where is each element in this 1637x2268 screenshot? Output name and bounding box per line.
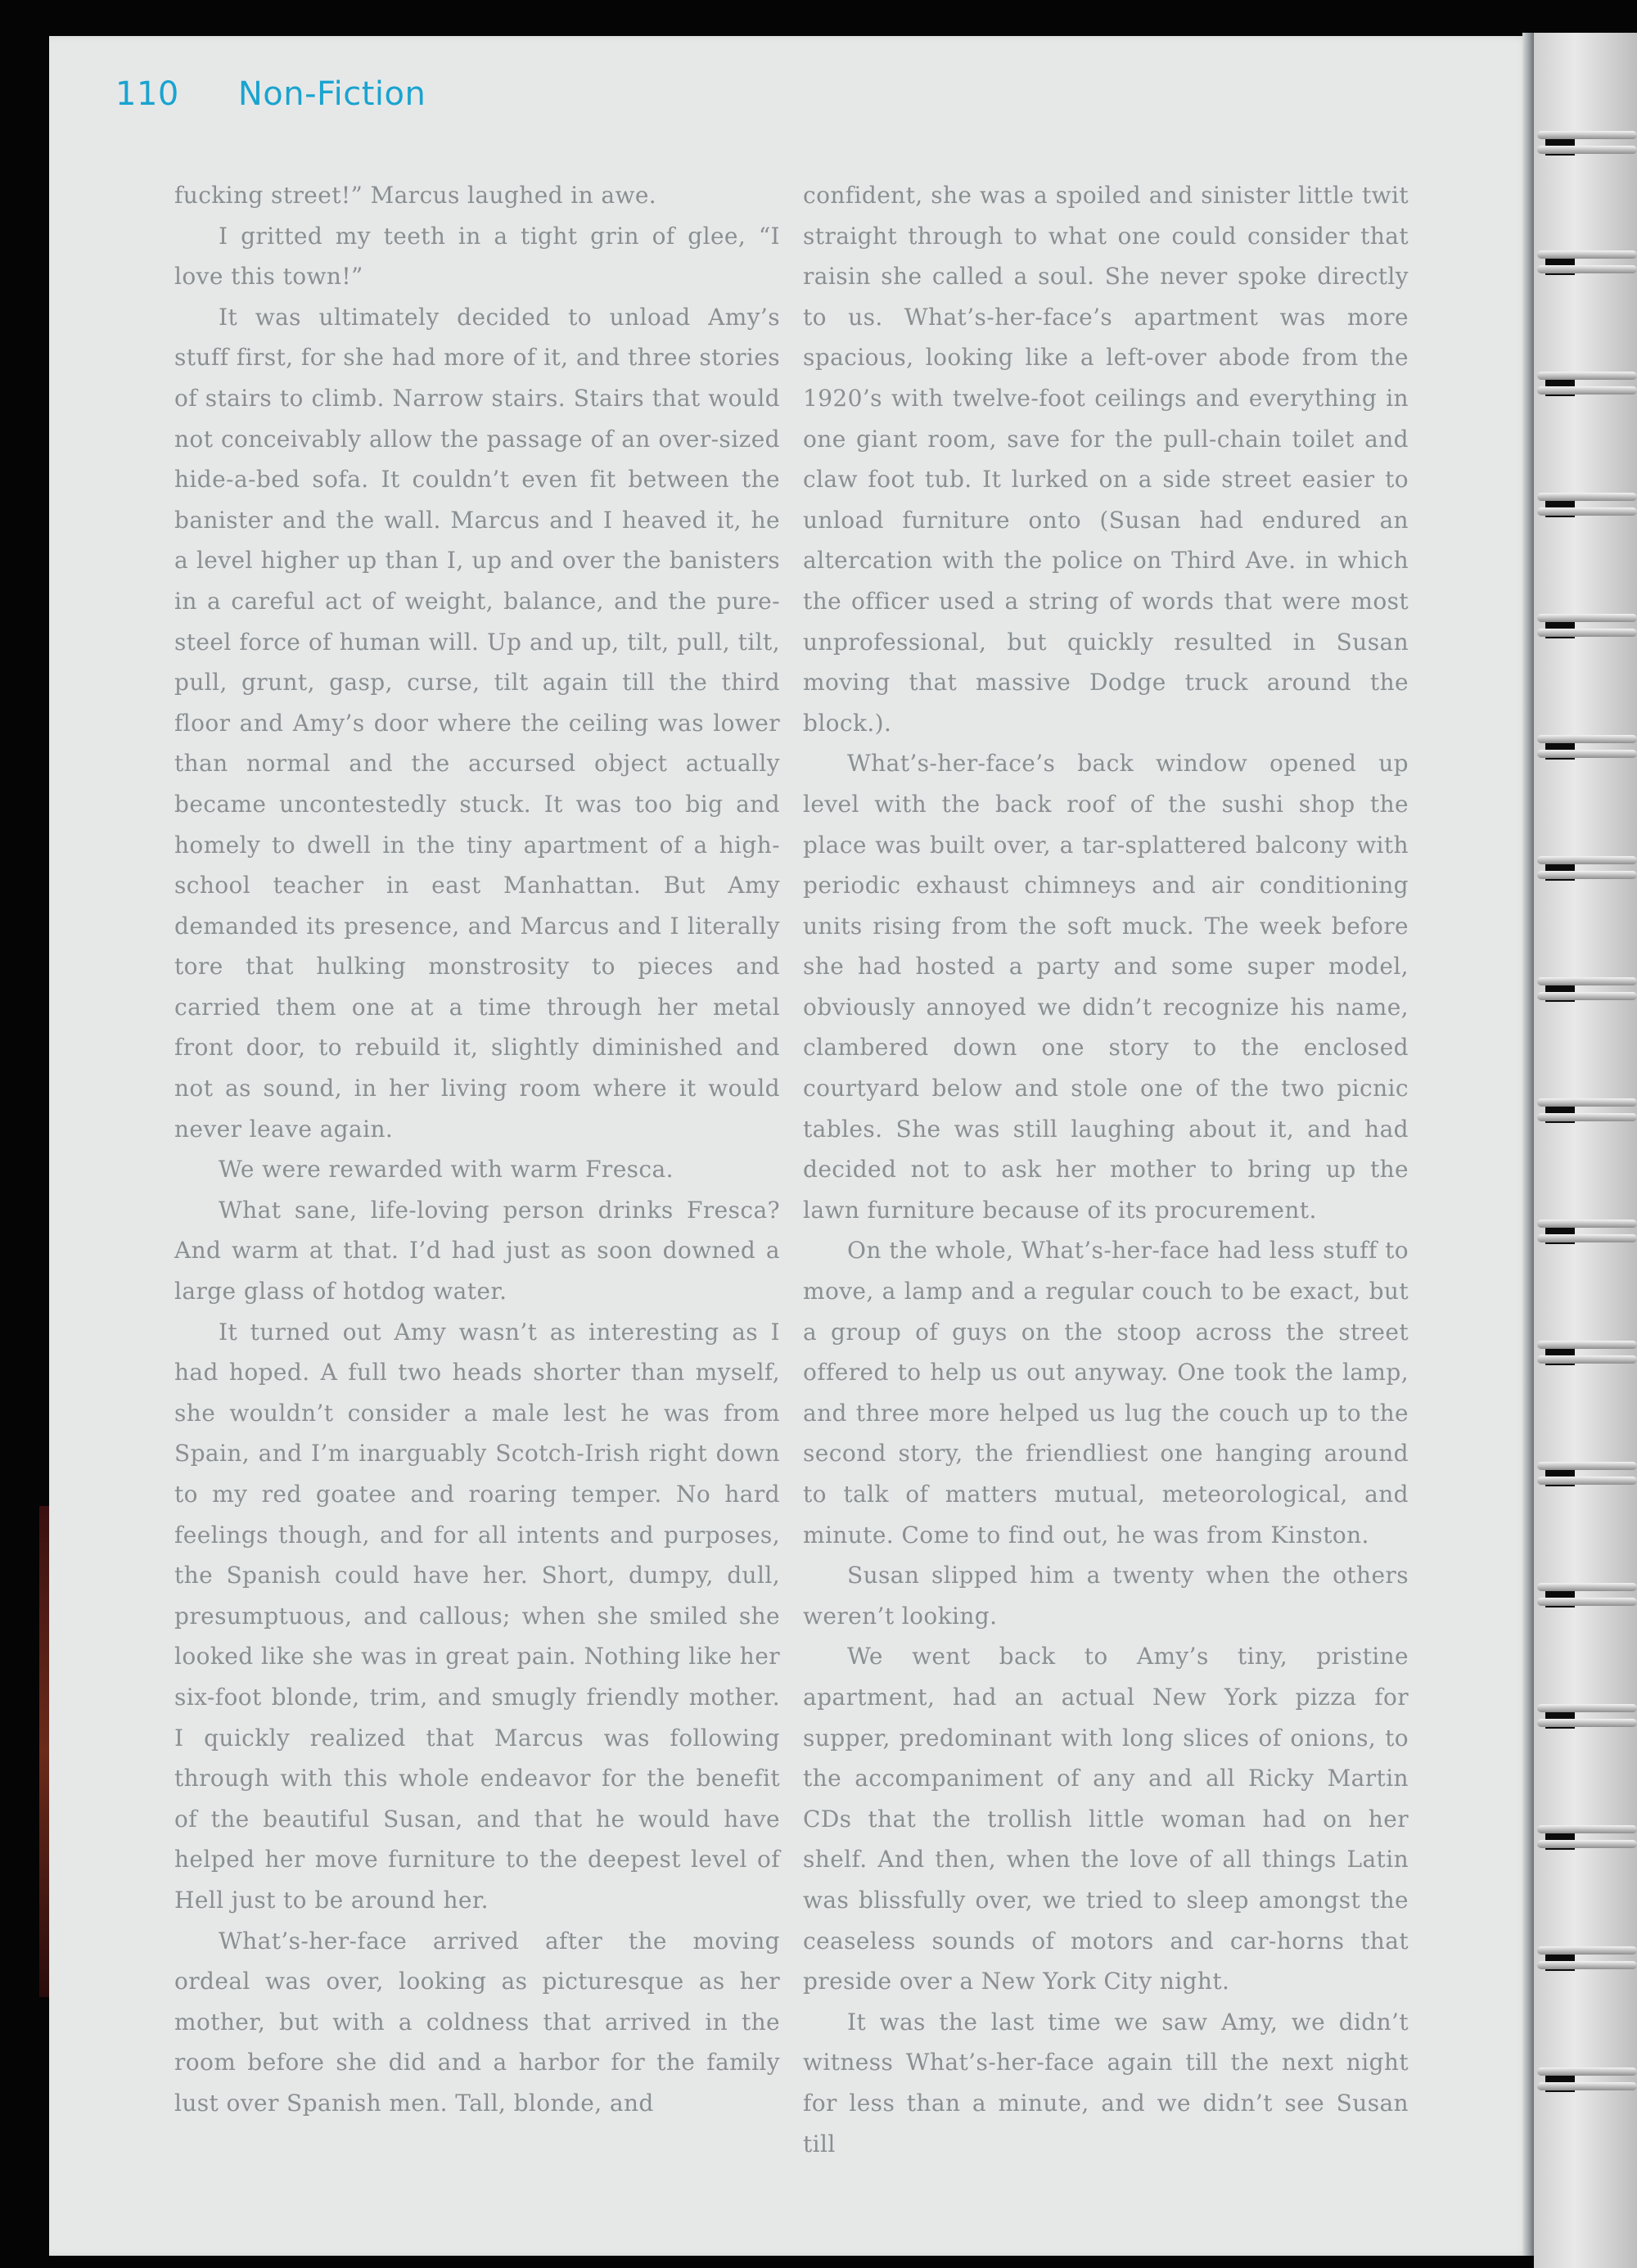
- paragraph: What’s-her-face’s back window opened up level with the back roof of the sushi shop the place was built over, a tar-splattered balcony with periodic exhaust chimneys and air conditioning units rising from the soft muck. The week before she had hosted a party and some super model, obviously annoyed we didn’t recognize his name, clambered down one story to the enclosed courtyard below and stole one of the two picnic tables. She was still laughing about it, and had decided not to ask her mother to bring up the lawn furniture because of its procurement.: [803, 750, 1409, 1224]
- right-text-column: [803, 175, 1409, 2164]
- adjacent-page-edge: [39, 1506, 49, 1997]
- paragraph: What’s-her-face arrived after the moving ordeal was over, looking as picturesque as her mother, but with a coldness that arrived in the room before she did and a harbor for the family lust over Spanish men. Tall, blonde, and: [174, 1927, 780, 2117]
- paragraph: On the whole, What’s-her-face had less stuff to move, a lamp and a regular couch to be exact, but a group of guys on the stoop across the street offered to help us out anyway. One took the lamp, and three more helped us lug the couch up to the second story, the friendliest one hanging around to talk of matters mutual, meteorological, and minute. Come to find out, he was from Kinston.: [803, 1237, 1409, 1549]
- binding-coil: [1534, 728, 1637, 764]
- paragraph: It was the last time we saw Amy, we didn’t witness What’s-her-face again till the next night for less than a minute, and we didn’t see Susan till: [803, 2008, 1409, 2158]
- paragraph: It was ultimately decided to unload Amy’s stuff first, for she had more of it, and three stories of stairs to climb. Narrow stairs. Stairs that would not conceivably allow the passage of an over-sized hide-a-bed sofa. It couldn’t even fit between the banister and the wall. Marcus and I heaved it, he a level higher up than I, up and over the banisters in a careful act of weight, balance, and the pure-steel force of human will. Up and up, tilt, pull, tilt, pull, grunt, gasp, curse, tilt again till the third floor and Amy’s door where the ceiling was lower than normal and the accursed object actually became uncontestedly stuck. It was too big and homely to dwell in the tiny apartment of a high-school teacher in east Manhattan. But Amy demanded its presence, and Marcus and I literally tore that hulking monstrosity to pieces and carried them one at a time through her metal front door, to rebuild it, slightly diminished and not as sound, in her living room where it would never leave again.: [174, 303, 780, 1143]
- paragraph: Susan slipped him a twenty when the others weren’t looking.: [803, 1562, 1409, 1630]
- paragraph: What sane, life-loving person drinks Fresca? And warm at that. I’d had just as soon downed a large glass of hotdog water.: [174, 1196, 780, 1305]
- binding-coil: [1534, 1940, 1637, 1976]
- paragraph: fucking street!” Marcus laughed in awe.: [174, 182, 657, 209]
- paragraph: confident, she was a spoiled and sinister little twit straight through to what one could consider that raisin she called a soul. She never spoke directly to us. What’s-her-face’s apartment was more spacious, looking like a left-over abode from the 1920’s with twelve-foot ceilings and everything in one giant room, save for the pull-chain toilet and claw foot tub. It lurked on a side street easier to unload furniture onto (Susan had endured an altercation with the police on Third Ave. in which the officer used a string of words that were most unprofessional, but quickly resulted in Susan moving that massive Dodge truck around the block.).: [803, 182, 1409, 737]
- paragraph: I gritted my teeth in a tight grin of glee, “I love this town!”: [174, 222, 780, 291]
- paragraph: It turned out Amy wasn’t as interesting as I had hoped. A full two heads shorter than myself, she wouldn’t consider a male lest he was from Spain, and I’m inarguably Scotch-Irish right down to my red goatee and roaring temper. No hard feelings though, and for all intents and purposes, the Spanish could have her. Short, dumpy, dull, presumptuous, and callous; when she smiled she looked like she was in great pain. Nothing like her six-foot blonde, trim, and smugly friendly mother. I quickly realized that Marcus was following through with this whole endeavor for the benefit of the beautiful Susan, and that he would have helped her move furniture to the deepest level of Hell just to be around her.: [174, 1318, 780, 1914]
- binding-coil: [1534, 850, 1637, 886]
- paragraph: We were rewarded with warm Fresca.: [219, 1156, 674, 1184]
- binding-coil: [1534, 1698, 1637, 1734]
- binding-coil: [1534, 124, 1637, 160]
- binding-coil: [1534, 486, 1637, 522]
- page-stack-edge: [1522, 33, 1534, 2256]
- binding-coil: [1534, 1576, 1637, 1612]
- binding-coil: [1534, 1213, 1637, 1249]
- spiral-binding: [1534, 33, 1637, 2268]
- binding-coil: [1534, 244, 1637, 280]
- section-title: Non-Fiction: [237, 75, 426, 113]
- page-number: 110: [115, 75, 179, 113]
- binding-coil: [1534, 607, 1637, 643]
- binding-coil: [1534, 971, 1637, 1007]
- running-header: [115, 75, 426, 113]
- binding-coil: [1534, 1455, 1637, 1491]
- paragraph: We went back to Amy’s tiny, pristine apartment, had an actual New York pizza for supper, predominant with long slices of onions, to the accompaniment of any and all Ricky Martin CDs that the trollish little woman had on her shelf. And then, when the love of all things Latin was blissfully over, we tried to sleep amongst the ceaseless sounds of motors and car-horns that preside over a New York City night.: [803, 1643, 1409, 1995]
- binding-coil: [1534, 1819, 1637, 1855]
- binding-coil: [1534, 1334, 1637, 1370]
- binding-coil: [1534, 365, 1637, 401]
- left-text-column: [174, 175, 780, 2124]
- binding-coil: [1534, 1092, 1637, 1128]
- binding-coil: [1534, 2061, 1637, 2097]
